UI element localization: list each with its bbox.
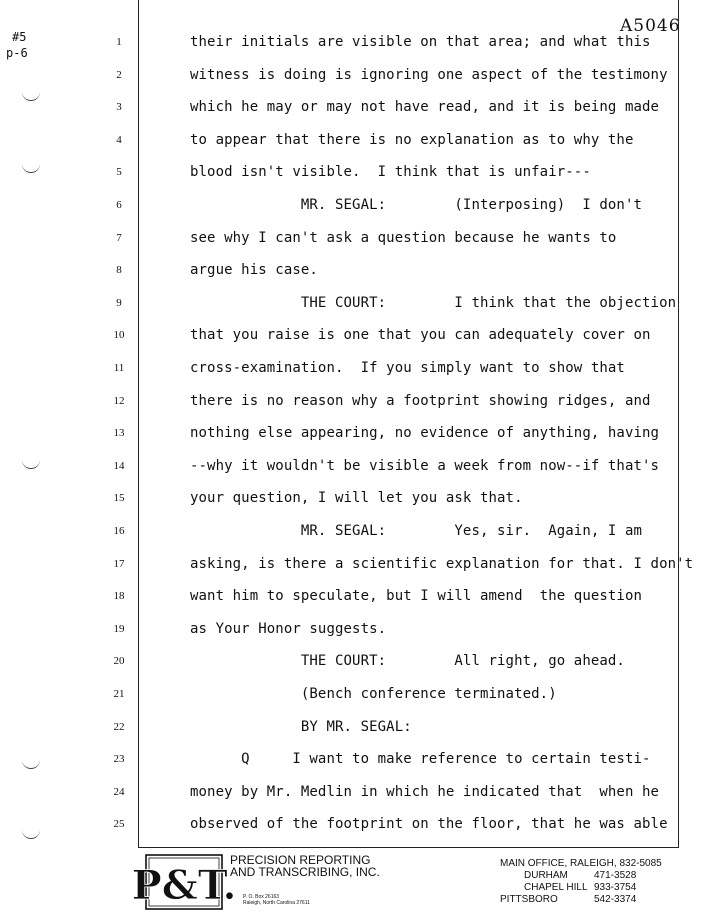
- transcript-line: asking, is there a scientific explanation for that. I don't: [190, 555, 694, 572]
- line-number: 6: [116, 199, 122, 211]
- transcript-line: witness is doing is ignoring one aspect of the testimony: [190, 66, 668, 83]
- transcript-line: Q I want to make reference to certain testi-: [190, 751, 651, 768]
- line-number: 23: [113, 753, 125, 766]
- left-margin-rule: [138, 0, 139, 848]
- transcript-line: there is no reason why a footprint showing ridges, and: [190, 392, 651, 409]
- office-row: [524, 882, 636, 894]
- line-number: 14: [113, 459, 125, 472]
- main-office: MAIN OFFICE, RALEIGH, 832-5085: [500, 858, 662, 869]
- page-number: A5046: [620, 16, 681, 36]
- address-line1: P. O. Box 26163: [243, 894, 280, 900]
- transcript-line: MR. SEGAL: Yes, sir. Again, I am: [190, 523, 643, 539]
- line-number: 15: [113, 492, 125, 505]
- line-number: 12: [113, 394, 125, 407]
- line-number: 19: [113, 622, 125, 635]
- logo-text: P&T.: [131, 862, 237, 909]
- transcript-line: as Your Honor suggests.: [190, 620, 387, 637]
- transcript-line: your question, I will let you ask that.: [190, 490, 523, 507]
- office-phone: 933-3754: [594, 882, 637, 893]
- transcript-line: which he may or may not have read, and it is being made: [190, 99, 660, 116]
- transcript-line: THE COURT: I think that the objection: [190, 294, 677, 311]
- line-number: 3: [116, 101, 122, 114]
- company-address: [243, 894, 310, 906]
- company-name-line1: PRECISION REPORTING: [230, 853, 371, 867]
- company-logo: [131, 854, 237, 910]
- line-number: 24: [113, 785, 125, 798]
- company-name-line2: AND TRANSCRIBING, INC.: [230, 865, 380, 879]
- office-phone: 542-3374: [594, 894, 637, 905]
- line-number: 7: [116, 231, 122, 244]
- office-row: [500, 894, 636, 906]
- office-list: [500, 858, 662, 906]
- transcript-line: to appear that there is no explanation as to why the: [190, 131, 634, 148]
- line-number: 2: [116, 68, 122, 81]
- binder-hole-mark: [22, 756, 40, 769]
- margin-note-page: p-6: [6, 46, 28, 60]
- transcript-line: cross-examination. If you simply want to show that: [190, 360, 625, 376]
- transcript-line: MR. SEGAL: (Interposing) I don't: [190, 197, 643, 213]
- line-number: 1: [116, 36, 122, 48]
- line-number: 20: [113, 655, 125, 668]
- binder-hole-mark: [22, 160, 40, 173]
- right-margin-rule: [678, 0, 679, 848]
- transcript-line: nothing else appearing, no evidence of anything, having: [190, 425, 660, 442]
- transcript-line: want him to speculate, but I will amend the question: [190, 588, 643, 605]
- line-number: 25: [113, 818, 125, 831]
- line-number: 11: [113, 362, 125, 374]
- office-phone: 471-3528: [594, 870, 637, 881]
- line-number: 9: [116, 296, 122, 309]
- transcript-line: THE COURT: All right, go ahead.: [190, 653, 625, 670]
- line-number: 16: [113, 525, 125, 537]
- binder-hole-mark: [22, 826, 40, 839]
- transcript-line: money by Mr. Medlin in which he indicated that when he: [190, 783, 660, 800]
- transcript-line: --why it wouldn't be visible a week from now--if that's: [190, 457, 660, 474]
- margin-note-tab: #5: [12, 30, 27, 44]
- line-number: 21: [113, 688, 125, 700]
- office-city: PITTSBORO: [500, 894, 558, 905]
- line-number: 8: [116, 264, 122, 277]
- company-name: [230, 854, 380, 878]
- line-number: 4: [116, 133, 122, 146]
- bottom-rule: [138, 847, 678, 848]
- address-line2: Raleigh, North Carolina 27611: [243, 900, 310, 906]
- line-number: 17: [113, 557, 125, 570]
- office-city: DURHAM: [524, 870, 568, 881]
- office-city: CHAPEL HILL: [524, 882, 588, 893]
- line-number: 18: [113, 590, 125, 603]
- transcript-line: BY MR. SEGAL:: [190, 718, 412, 735]
- line-number: 22: [113, 720, 125, 733]
- transcript-line: (Bench conference terminated.): [190, 686, 557, 702]
- transcript-line: argue his case.: [190, 262, 318, 279]
- transcript-line: that you raise is one that you can adequately cover on: [190, 327, 651, 344]
- transcript-line: their initials are visible on that area; and what this: [190, 34, 651, 50]
- line-number: 10: [113, 329, 125, 342]
- transcript-line: blood isn't visible. I think that is unfair---: [190, 164, 591, 181]
- line-number: 5: [116, 166, 122, 179]
- office-row: [524, 870, 636, 882]
- binder-hole-mark: [22, 456, 40, 469]
- line-number: 13: [113, 427, 125, 440]
- transcript-line: see why I can't ask a question because he wants to: [190, 229, 617, 246]
- binder-hole-mark: [22, 88, 40, 101]
- transcript-line: observed of the footprint on the floor, that he was able: [190, 816, 668, 833]
